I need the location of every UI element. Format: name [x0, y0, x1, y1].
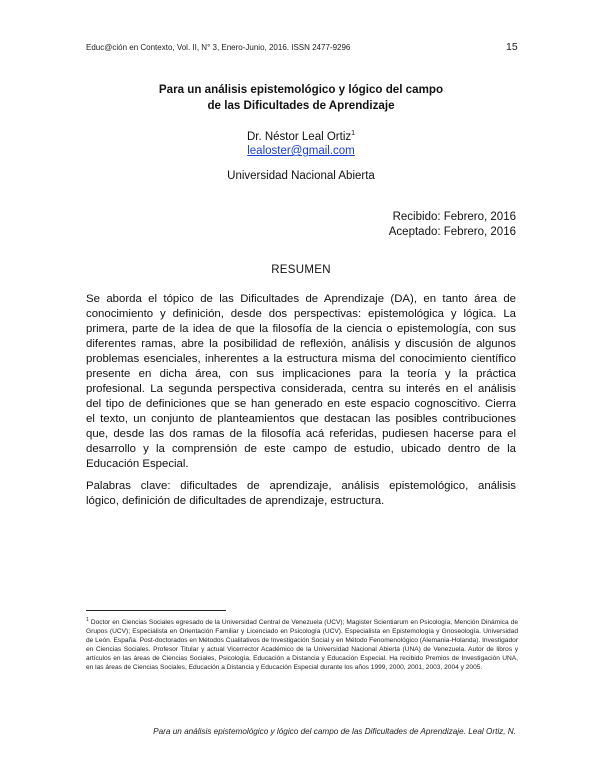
author-institution: Universidad Nacional Abierta: [227, 170, 375, 182]
accepted-date: Aceptado: Febrero, 2016: [388, 226, 516, 238]
author-footnote-mark: 1: [351, 130, 356, 137]
author-footnote: [86, 616, 518, 672]
abstract-line: el texto, un conjunto de planteamientos que destacan las posibles contribuciones: [86, 413, 516, 425]
abstract-line: profesional. La segunda perspectiva considerada, centra su interés en el análisis: [86, 383, 516, 395]
keywords-line: lógico, definición de dificultades de aprendizaje, estructura.: [86, 495, 385, 507]
abstract-line: presente en dicha área, con sus implicaciones para la teoría y la práctica: [86, 368, 516, 380]
abstract-line: que, desde las dos ramas de la filosofía acá referidas, pudiesen hacerse para el: [86, 428, 516, 440]
footnote-text: Doctor en Ciencias Sociales egresado de la Universidad Central de Venezuela (UCV); Magister Scientiarum en Psicología, Mención Dinámica de Grupos (UCV); Especialista en Orientación Familiar y Licenciado en Psicología (UCV). Especialista en Epistemología y Gnoseología. Universidad de León. España. Post-doctorados en Métodos Cualitativos de Investigación Social y en Método Fenomenológico (Alemania-Holanda). Investigador en Ciencias Sociales. Profesor Titular y actual Vicerrector Académico de la Universidad Nacional Abierta (UNA) de Venezuela. Autor de libros y artículos en las áreas de Ciencias Sociales, Psicología, Educación a Distancia y Educación Especial. Ha recibido Premios de Investigación UNA, en las áreas de Ciencias Sociales, Educación a Distancia y Educación Especial durante los años 1999, 2000, 2001, 2003, 2004 y 2005.: [86, 619, 518, 672]
abstract-line: Se aborda el tópico de las Dificultades de Aprendizaje (DA), en tanto área de: [86, 293, 516, 305]
abstract-line: conocimiento y definición, desde dos perspectivas: epistemológica y lógica. La: [86, 308, 516, 320]
author-name: Dr. Néstor Leal Ortiz: [246, 130, 352, 143]
abstract-heading: RESUMEN: [271, 264, 331, 276]
abstract-line: problemas esenciales, inherentes a la estructura misma del conocimiento científico: [86, 353, 516, 365]
article-title-line-1: Para un análisis epistemológico y lógico del campo: [158, 83, 444, 96]
abstract-line: diferentes ramas, abre la posibilidad de reflexión, análisis y discusión de algunos: [86, 338, 516, 350]
author-line: [86, 130, 516, 143]
author-email-link[interactable]: [86, 145, 516, 157]
footnote-divider: [86, 610, 226, 611]
abstract-line: desarrollo y la comprensión de este campo de estudio, ubicado dentro de la: [86, 443, 516, 455]
author-email[interactable]: lealoster@gmail.com: [247, 145, 355, 157]
abstract-line: primera, parte de la idea de que la filosofía de la ciencia o epistemología, con sus: [86, 323, 516, 335]
received-date: Recibido: Febrero, 2016: [392, 211, 516, 223]
abstract-line: del tipo de definiciones que se han generado en este espacio cognoscitivo. Cierra: [86, 398, 516, 410]
page-number: 15: [506, 41, 518, 53]
article-title-line-2: de las Dificultades de Aprendizaje: [207, 99, 395, 112]
keywords-line: Palabras clave: dificultades de aprendizaje, análisis epistemológico, análisis: [86, 480, 516, 492]
abstract-line: Educación Especial.: [86, 458, 189, 470]
footnote-mark: 1: [86, 617, 89, 623]
journal-header: Educ@ción en Contexto, Vol. II, N° 3, Enero-Junio, 2016. ISSN 2477-9296: [86, 43, 351, 52]
running-footer: Para un análisis epistemológico y lógico del campo de las Dificultades de Aprendizaje. Leal Ortiz, N.: [153, 727, 516, 736]
